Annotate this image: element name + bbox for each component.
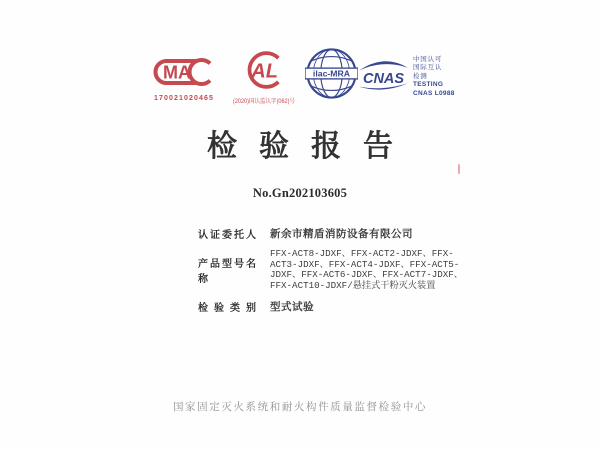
cnas-side-line: 中国认可 (413, 56, 443, 63)
product-model-line: FFX-ACT8-JDXF、FFX-ACT2-JDXF、FFX- (270, 248, 454, 259)
cnas-wordmark: CNAS (362, 70, 404, 87)
cnas-side-text (413, 56, 455, 98)
cma-letters: MA (163, 62, 191, 83)
ilac-mra-certification-mark (304, 47, 358, 105)
applicant-label: 认证委托人 (198, 230, 256, 241)
cma-certification-mark (151, 56, 217, 102)
cnas-side-line: CNAS L0988 (413, 89, 455, 97)
product-model-label: 产品型号名称 (198, 259, 256, 286)
inspection-type-value: 型式试验 (270, 301, 314, 314)
cnas-side-line: TESTING (413, 81, 444, 89)
product-model-value (270, 249, 463, 291)
page-title: 检验报告 (207, 130, 415, 163)
field-row-applicant (198, 226, 468, 241)
product-model-line: FFX-ACT10-JDXF/悬挂式干粉灭火装置 (270, 279, 436, 291)
field-row-inspection-type (198, 299, 468, 314)
cnas-logo-icon (357, 57, 410, 94)
ilac-mra-globe-icon (305, 47, 358, 100)
cal-certification-mark (226, 50, 302, 105)
product-model-line: JDXF、FFX-ACT6-JDXF、FFX-ACT7-JDXF、 (270, 269, 463, 281)
inspection-type-label: 检验类别 (198, 303, 256, 315)
cnas-side-line: 检测 (413, 72, 428, 80)
ilac-mra-band-text: ilac-MRA (312, 68, 350, 79)
cal-letters: AL (251, 60, 278, 83)
applicant-value: 新余市精盾消防设备有限公司 (270, 228, 413, 240)
cma-number: 170021020465 (154, 95, 214, 102)
product-model-line: ACT3-JDXF、FFX-ACT4-JDXF、FFX-ACT5- (270, 258, 460, 270)
cal-logo-icon (244, 50, 284, 90)
cnas-certification-mark (356, 57, 410, 99)
cnas-side-line: 国际互认 (413, 64, 443, 72)
red-mark-artifact (458, 164, 460, 174)
field-row-product-model (198, 249, 468, 291)
cma-logo-icon (153, 56, 215, 88)
inspection-center-footer: 国家固定灭火系统和耐火构件质量监督检验中心 (172, 401, 428, 413)
report-number: No.Gn202103605 (252, 186, 348, 200)
cal-caption: (2020)国认监认字(062)号 (233, 99, 295, 105)
report-fields (198, 226, 468, 322)
